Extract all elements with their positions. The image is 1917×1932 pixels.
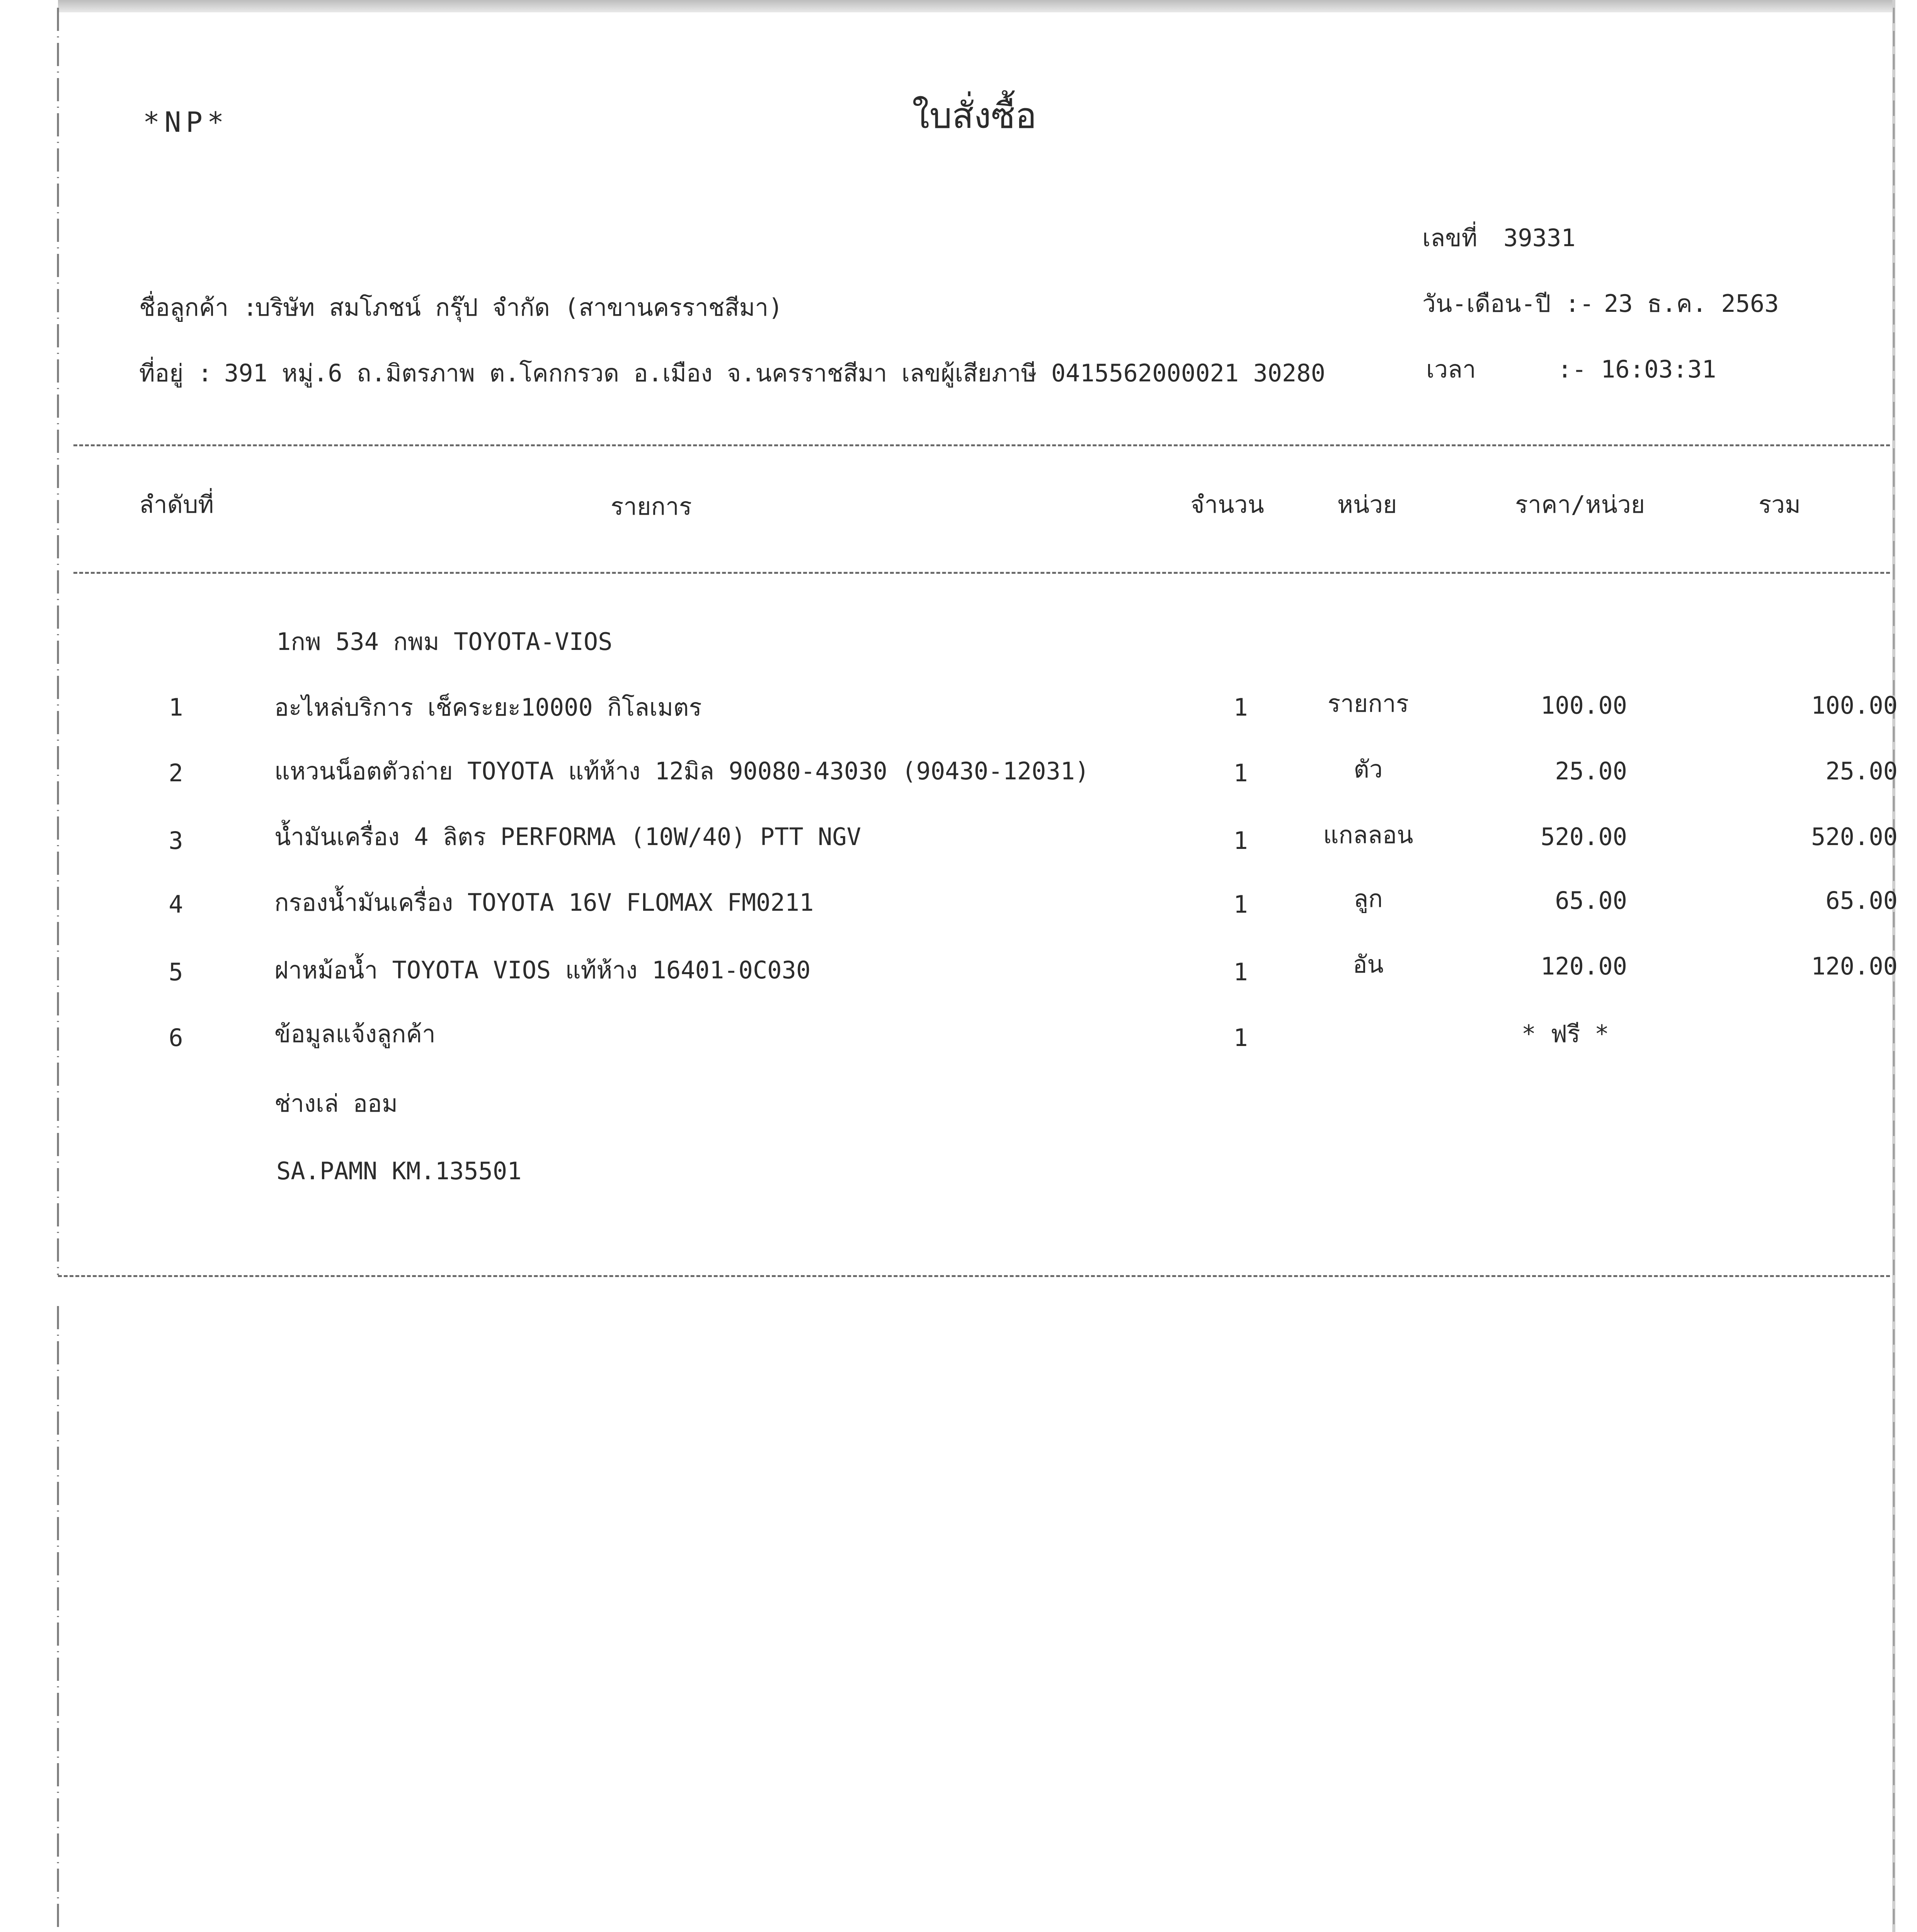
customer-name: บริษัท สมโภชน์ กรุ๊ป จำกัด (สาขานครราชสีมา) (255, 293, 783, 321)
row-price: 65.00 (1555, 886, 1627, 915)
doc-time: :- 16:03:31 (1558, 355, 1716, 383)
row-unit: ตัว (1353, 755, 1383, 783)
row-price: * ฟรี * (1521, 1020, 1609, 1048)
row-item: ข้อมูลแจ้งลูกค้า (274, 1020, 436, 1048)
row-no: 4 (169, 890, 183, 918)
divider (58, 1275, 1890, 1277)
col-header-price: ราคา/หน่วย (1515, 490, 1645, 519)
address-label: ที่อยู่ : (139, 359, 213, 387)
date-label: วัน-เดือน-ปี :- (1422, 289, 1594, 318)
row-price: 520.00 (1541, 823, 1627, 851)
row-item: แหวนน็อตตัวถ่าย TOYOTA แท้ห้าง 12มิล 90080-43030 (90430-12031) (274, 757, 1090, 785)
doc-title: ใบสั่งซื้อ (912, 95, 1037, 136)
row-no: 6 (169, 1024, 183, 1052)
vehicle-line: 1กพ 534 กพม TOYOTA-VIOS (276, 628, 613, 656)
row-unit: แกลลอน (1323, 821, 1413, 849)
row-item: น้ำมันเครื่อง 4 ลิตร PERFORMA (10W/40) PTT NGV (274, 823, 861, 851)
row-qty: 1 (1233, 827, 1248, 855)
customer-address: 391 หมู่.6 ถ.มิตรภาพ ต.โคกกรวด อ.เมือง จ.นครราชสีมา เลขผู้เสียภาษี 0415562000021 30280 (224, 359, 1326, 387)
row-price: 25.00 (1555, 757, 1627, 785)
col-header-qty: จำนวน (1190, 490, 1264, 519)
doc-date: 23 ธ.ค. 2563 (1604, 289, 1779, 318)
row-qty: 1 (1233, 1024, 1248, 1052)
doc-no: 39331 (1503, 224, 1576, 252)
technician-note: ช่างเล่ ออม (274, 1089, 398, 1117)
row-item: อะไหล่บริการ เช็คระยะ10000 กิโลเมตร (274, 693, 702, 721)
col-header-no: ลำดับที่ (139, 490, 214, 519)
row-price: 120.00 (1541, 952, 1627, 980)
row-total: 65.00 (1825, 886, 1898, 915)
row-unit: อัน (1353, 950, 1384, 978)
row-qty: 1 (1233, 759, 1248, 787)
doc-no-label: เลขที่ (1422, 224, 1478, 252)
row-unit: รายการ (1327, 689, 1409, 718)
row-no: 1 (169, 693, 183, 721)
row-unit: ลูก (1353, 884, 1383, 913)
row-qty: 1 (1233, 958, 1248, 986)
np-mark: *NP* (143, 106, 229, 138)
col-header-unit: หน่วย (1337, 490, 1397, 519)
col-header-item: รายการ (611, 492, 692, 520)
row-total: 25.00 (1825, 757, 1898, 785)
time-label: เวลา (1426, 355, 1476, 383)
row-total: 520.00 (1811, 823, 1898, 851)
row-total: 120.00 (1811, 952, 1898, 980)
row-no: 3 (169, 827, 183, 855)
customer-label: ชื่อลูกค้า : (139, 293, 257, 321)
row-price: 100.00 (1541, 691, 1627, 719)
row-qty: 1 (1233, 693, 1248, 721)
col-header-total: รวม (1759, 490, 1801, 519)
row-qty: 1 (1233, 890, 1248, 918)
row-total: 100.00 (1811, 691, 1898, 719)
sa-mileage-note: SA.PAMN KM.135501 (276, 1157, 522, 1185)
divider (73, 572, 1890, 574)
row-no: 5 (169, 958, 183, 986)
row-item: กรองน้ำมันเครื่อง TOYOTA 16V FLOMAX FM0211 (274, 888, 814, 917)
divider (73, 444, 1890, 446)
row-no: 2 (169, 759, 183, 787)
row-item: ฝาหม้อน้ำ TOYOTA VIOS แท้ห้าง 16401-0C030 (274, 956, 811, 984)
